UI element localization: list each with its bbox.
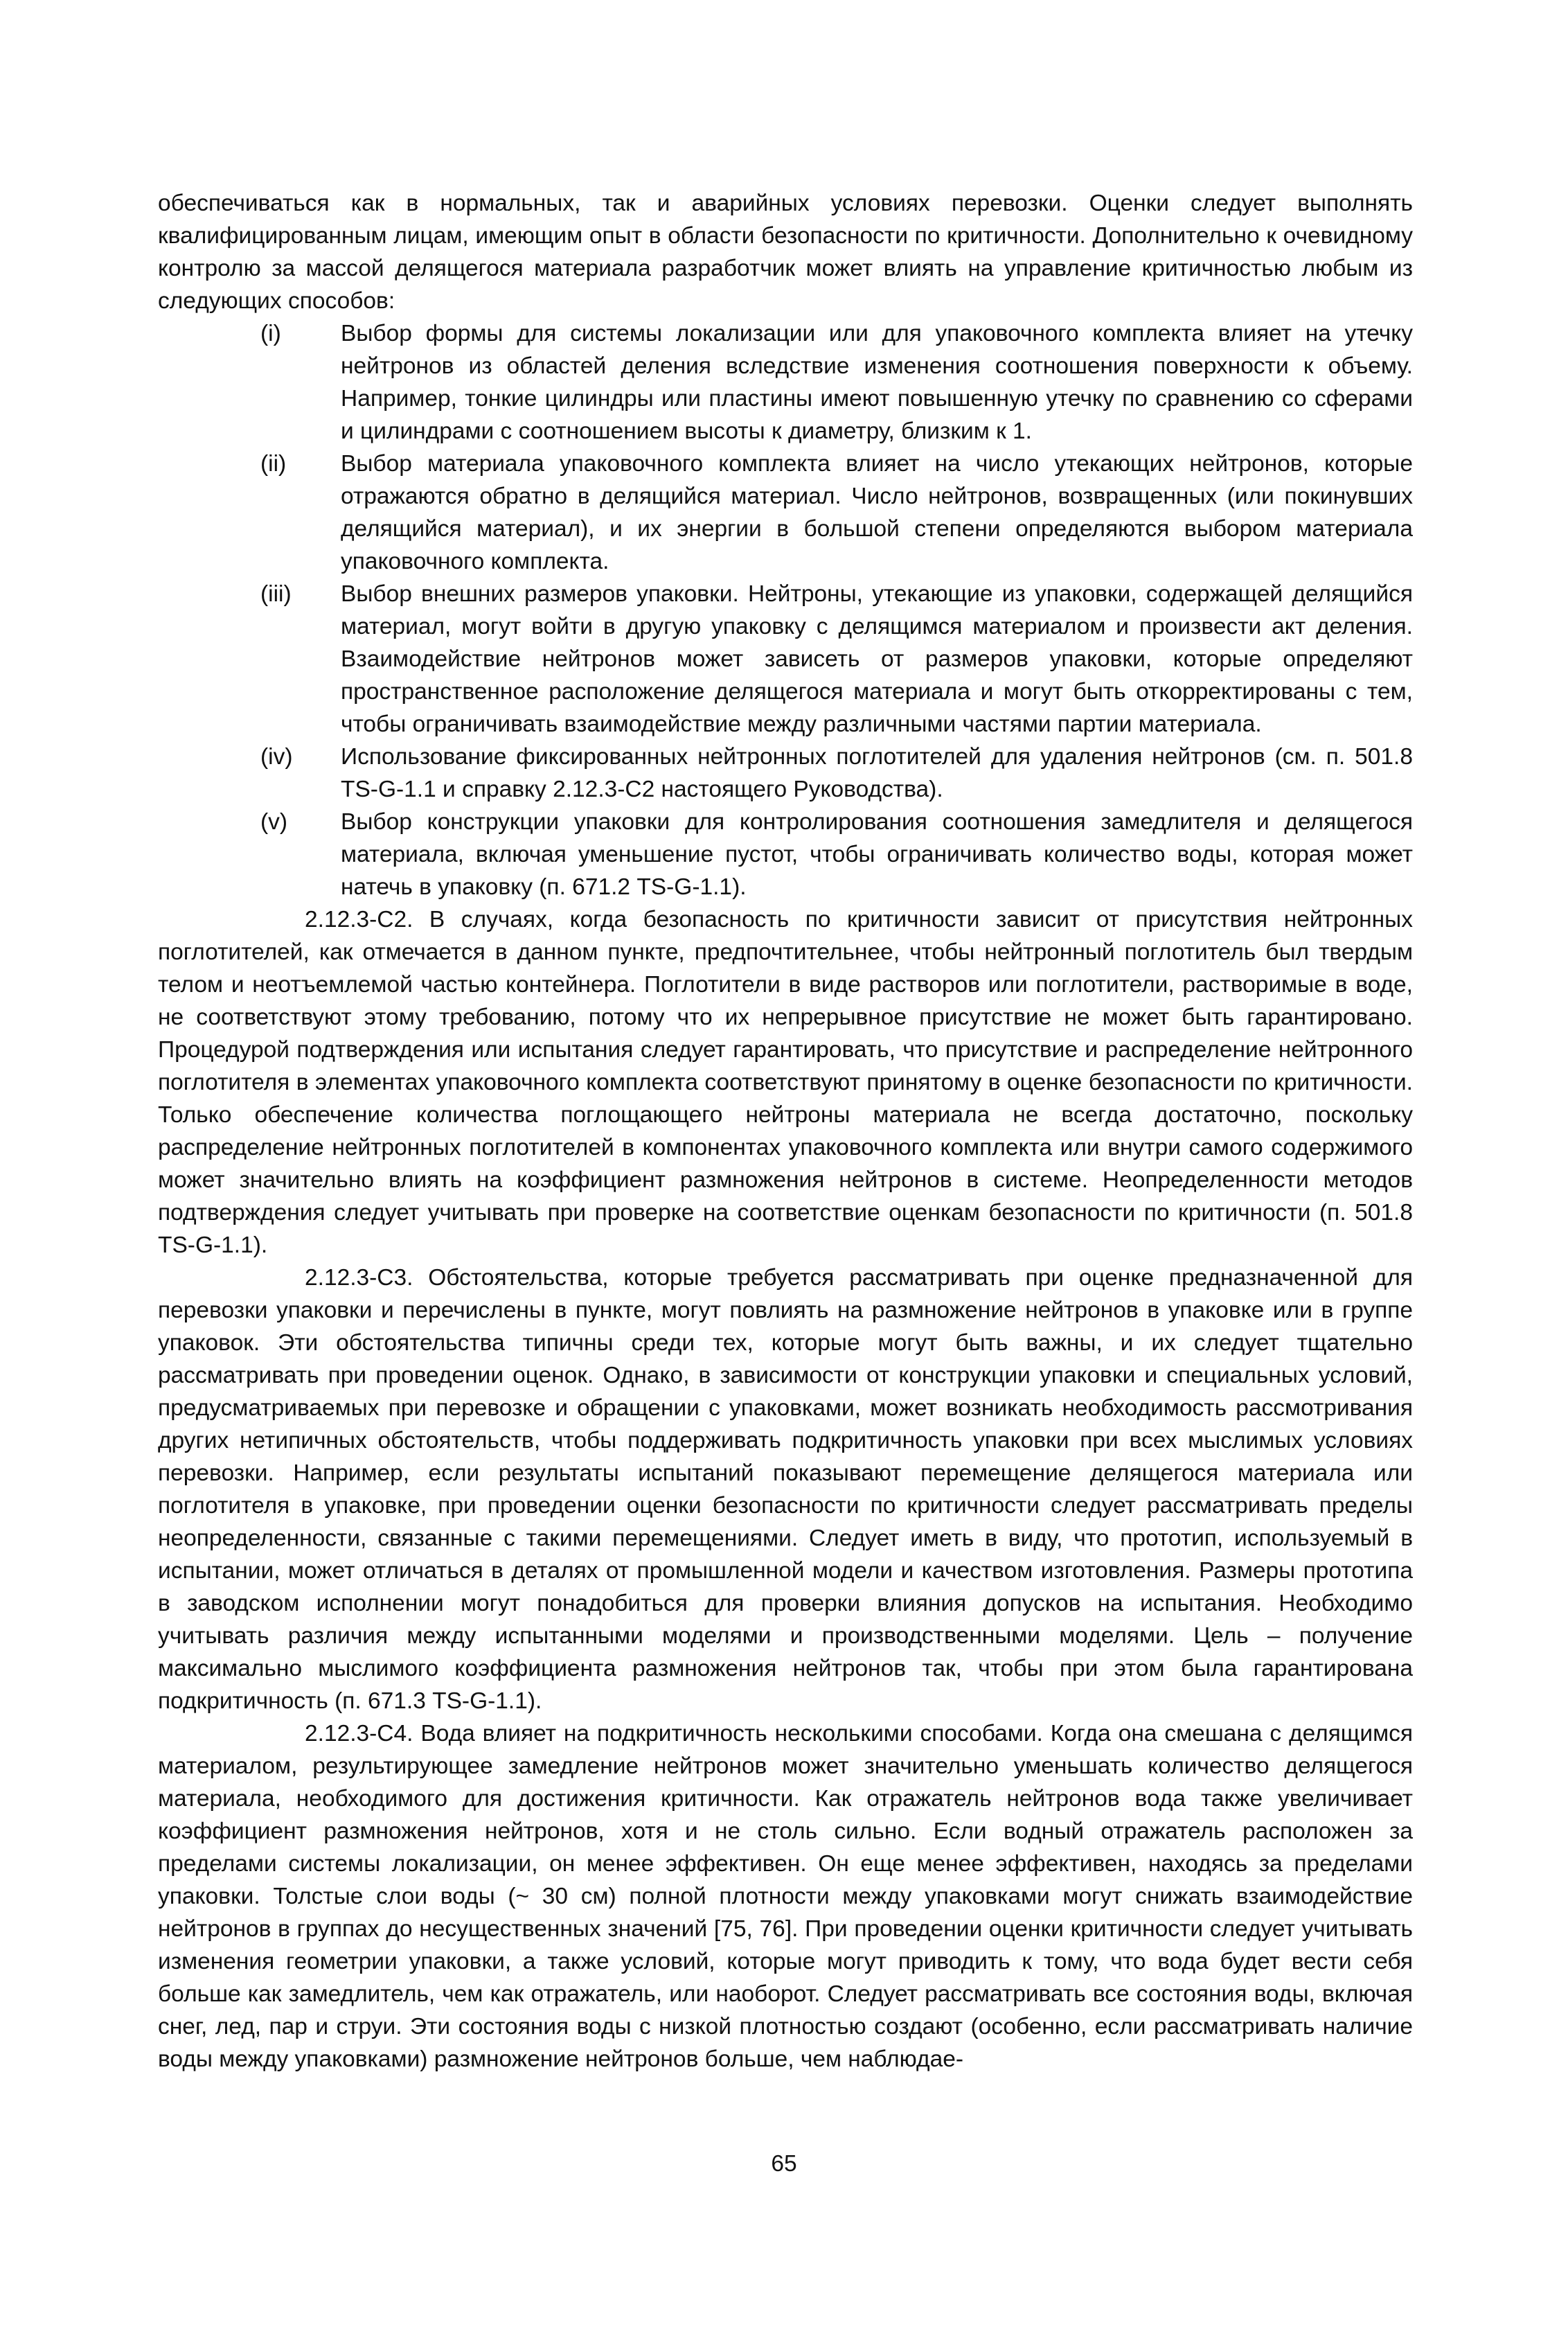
document-body — [158, 187, 1413, 2076]
list-item-text: Выбор материала упаковочного комплекта влияет на число утекающих нейтронов, которые отражаются обратно в делящийся материал. Число нейтронов, возвращенных (или покинувших делящийся материал), и их энергии в большой степени определяются выбором материала упаковочного комплекта. — [341, 451, 1413, 574]
list-marker: (iii) — [260, 581, 292, 607]
list-marker: (i) — [260, 321, 281, 346]
list-item — [158, 448, 1413, 578]
paragraph-c3: 2.12.3-C3. Обстоятельства, которые требуется рассматривать при оценке предназначенной для перевозки упаковки и перечислены в пункте, могут повлиять на размножение нейтронов в упаковке или в группе упаковок. Эти обстоятельства типичны среди тех, которые могут быть важны, и их следует тщательно рассматривать при проведении оценок. Однако, в зависимости от конструкции упаковки и специальных условий, предусматриваемых при перевозке и обращении с упаковками, может возникать необходимость рассмотривания других нетипичных обстоятельств, чтобы поддерживать подкритичность упаковки при всех мыслимых условиях перевозки. Например, если результаты испытаний показывают перемещение делящегося материала или поглотителя в упаковке, при проведении оценки безопасности по критичности следует рассматривать пределы неопределенности, связанные с такими перемещениями. Следует иметь в виду, что прототип, используемый в испытании, может отличаться в деталях от промышленной модели и качеством изготовления. Размеры прототипа в заводском исполнении могут понадобиться для проверки влияния допусков на испытания. Необходимо учитывать различия между испытанными моделями и производственными моделями. Цель – получение максимально мыслимого коэффициента размножения нейтронов так, чтобы при этом была гарантирована подкритичность (п. 671.3 TS-G-1.1). — [158, 1265, 1413, 1714]
method-list — [158, 317, 1413, 903]
list-marker: (ii) — [260, 451, 287, 477]
list-marker: (v) — [260, 809, 288, 835]
list-item — [158, 578, 1413, 741]
paragraph-c2: 2.12.3-C2. В случаях, когда безопасность по критичности зависит от присутствия нейтронных поглотителей, как отмечается в данном пункте, предпочтительнее, чтобы нейтронный поглотитель был твердым телом и неотъемлемой частью контейнера. Поглотители в виде растворов или поглотители, растворимые в воде, не соответствуют этому требованию, потому что их непрерывное присутствие не может быть гарантировано. Процедурой подтверждения или испытания следует гарантировать, что присутствие и распределение нейтронного поглотителя в элементах упаковочного комплекта соответствуют принятому в оценке безопасности по критичности. Только обеспечение количества поглощающего нейтроны материала не всегда достаточно, поскольку распределение нейтронных поглотителей в компонентах упаковочного комплекта или внутри самого содержимого может значительно влиять на коэффициент размножения нейтронов в системе. Неопределенности методов подтверждения следует учитывать при проверке на соответствие оценкам безопасности по критичности (п. 501.8 TS-G-1.1). — [158, 907, 1413, 1258]
list-marker: (iv) — [260, 744, 293, 770]
list-item-text: Использование фиксированных нейтронных поглотителей для удаления нейтронов (см. п. 501.8 TS-G-1.1 и справку 2.12.3-C2 настоящего Руководства). — [341, 744, 1413, 802]
page-number: 65 — [771, 2151, 797, 2177]
list-item-text: Выбор внешних размеров упаковки. Нейтроны, утекающие из упаковки, содержащей делящийся материал, могут войти в другую упаковку с делящимся материалом и произвести акт деления. Взаимодействие нейтронов может зависеть от размеров упаковки, которые определяют пространственное расположение делящегося материала и могут быть откорректированы с тем, чтобы ограничивать взаимодействие между различными частями партии материала. — [341, 581, 1413, 737]
list-item — [158, 806, 1413, 903]
list-item — [158, 741, 1413, 806]
list-item-text: Выбор конструкции упаковки для контролирования соотношения замедлителя и делящегося материала, включая уменьшение пустот, чтобы ограничивать количество воды, которая может натечь в упаковку (п. 671.2 TS-G-1.1). — [341, 809, 1413, 900]
list-item-text: Выбор формы для системы локализации или для упаковочного комплекта влияет на утечку нейтронов из областей деления вследствие изменения соотношения поверхности к объему. Например, тонкие цилиндры или пластины имеют повышенную утечку по сравнению со сферами и цилиндрами с соотношением высоты к диаметру, близким к 1. — [341, 321, 1413, 444]
list-item — [158, 317, 1413, 448]
intro-paragraph: обеспечиваться как в нормальных, так и аварийных условиях перевозки. Оценки следует выполнять квалифицированным лицам, имеющим опыт в области безопасности по критичности. Дополнительно к очевидному контролю за массой делящегося материала разработчик может влиять на управление критичностью любым из следующих способов: — [158, 191, 1413, 314]
paragraph-c4: 2.12.3-C4. Вода влияет на подкритичность несколькими способами. Когда она смешана с делящимся материалом, результирующее замедление нейтронов может значительно уменьшать количество делящегося материала, необходимого для достижения критичности. Как отражатель нейтронов вода также увеличивает коэффициент размножения нейтронов, хотя и не столь сильно. Если водный отражатель расположен за пределами системы локализации, он менее эффективен. Он еще менее эффективен, находясь за пределами упаковки. Толстые слои воды (~ 30 см) полной плотности между упаковками могут снижать взаимодействие нейтронов в группах до несущественных значений [75, 76]. При проведении оценки критичности следует учитывать изменения геометрии упаковки, а также условий, которые могут приводить к тому, что вода будет вести себя больше как замедлитель, чем как отражатель, или наоборот. Следует рассматривать все состояния воды, включая снег, лед, пар и струи. Эти состояния воды с низкой плотностью создают (особенно, если рассматривать наличие воды между упаковками) размножение нейтронов больше, чем наблюдае- — [158, 1721, 1413, 2072]
